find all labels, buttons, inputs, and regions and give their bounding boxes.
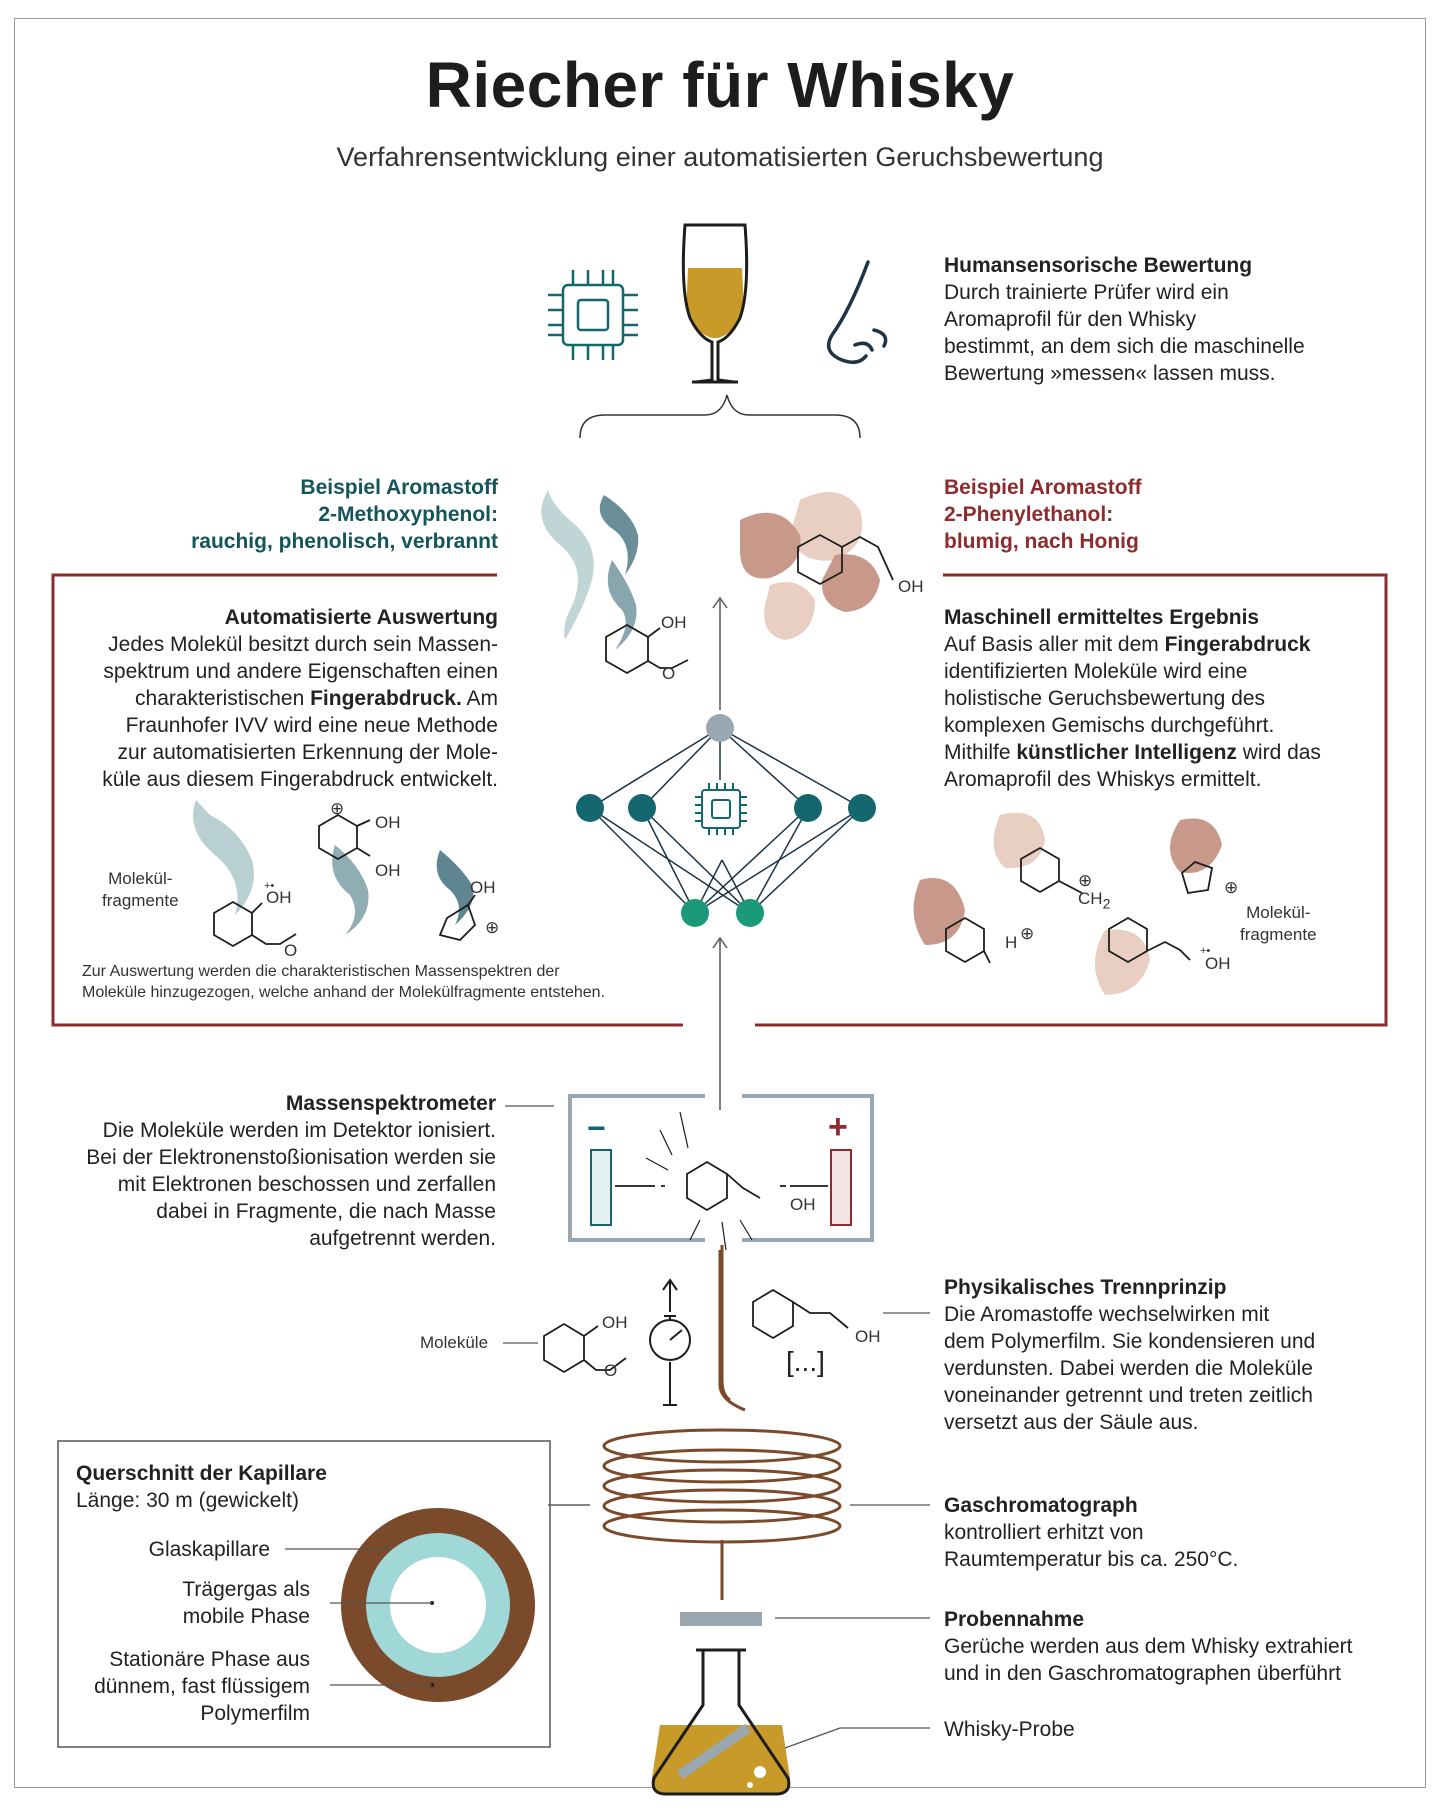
- page-title: Riecher für Whisky: [425, 49, 1015, 121]
- auto-evaluation-heading: Automatisierte Auswertung: [224, 606, 498, 629]
- text-span: wird das: [1236, 741, 1321, 764]
- text-line: mobile Phase: [182, 1605, 310, 1628]
- flower-icon: [740, 492, 880, 640]
- text-span: Auf Basis aller mit dem: [944, 633, 1165, 656]
- text-bold: künstlicher Intelligenz: [1016, 741, 1237, 764]
- text-line: Aromaprofil des Whiskys ermittelt.: [944, 768, 1262, 791]
- chem-label-oh: OH: [375, 813, 401, 832]
- ms-electrode-positive: [831, 1150, 851, 1225]
- text-line: [944, 739, 1374, 766]
- chem-label-oh: OH: [375, 861, 401, 880]
- fragment-blobs: [914, 813, 1222, 995]
- text-span: charakteristischen: [135, 687, 311, 710]
- capillary-gas-label: [90, 1576, 310, 1630]
- sample-injector: [680, 1612, 762, 1626]
- network-node-input: [628, 794, 656, 822]
- text-line: Raumtemperatur bis ca. 250°C.: [944, 1548, 1239, 1571]
- aroma-example-right: [944, 474, 1364, 555]
- text-line: versetzt aus der Säule aus.: [944, 1411, 1199, 1434]
- capillary-stationary-label: [70, 1646, 310, 1727]
- text-span: CH: [1078, 889, 1103, 908]
- chem-label-h: H: [1005, 933, 1018, 952]
- chem-label-plus: ⊕: [485, 918, 500, 937]
- text-line: komplexen Gemischs durchgeführt.: [944, 714, 1275, 737]
- text-line: identifizierten Moleküle wird eine: [944, 660, 1248, 683]
- text-line: voneinander getrennt und treten zeitlich: [944, 1384, 1313, 1407]
- capillary-heading: Querschnitt der Kapillare: [76, 1462, 327, 1485]
- text-line: rauchig, phenolisch, verbrannt: [191, 530, 498, 553]
- chem-label-ch2: [1078, 888, 1110, 915]
- result-heading: Maschinell ermitteltes Ergebnis: [944, 606, 1260, 629]
- aroma-example-left: [80, 474, 498, 555]
- sample-leader-line: [785, 1728, 840, 1748]
- chem-label-oh: OH: [470, 878, 496, 897]
- text-line: Die Aromastoffe wechselwirken mit: [944, 1303, 1270, 1326]
- network-node-top: [706, 714, 734, 742]
- text-line: bestimmt, an dem sich die maschinelle: [944, 335, 1305, 358]
- nose-icon: [829, 262, 886, 362]
- chem-label-oh: OH: [855, 1327, 881, 1346]
- text-line: kontrolliert erhitzt von: [944, 1521, 1144, 1544]
- text-line: Trägergas als: [182, 1578, 310, 1601]
- smoke-icon: [541, 490, 594, 640]
- capillary-cross-section: [341, 1508, 535, 1702]
- text-line: dünnem, fast flüssigem: [94, 1675, 310, 1698]
- text-line: Bewertung »messen« lassen muss.: [944, 362, 1276, 385]
- chem-label-o: O: [662, 664, 676, 683]
- result-block: [944, 604, 1374, 793]
- gc-block: [944, 1492, 1374, 1573]
- ms-minus-sign: −: [587, 1110, 606, 1146]
- flow-arrows: [713, 598, 727, 1110]
- chem-label-radical: +•: [264, 880, 275, 892]
- text-line: Beispiel Aromastoff: [300, 476, 498, 499]
- ms-electrode-negative: [591, 1150, 611, 1225]
- page-subtitle: Verfahrensentwicklung einer automatisierten Geruchsbewertung: [336, 142, 1104, 172]
- fragment-note: [82, 961, 682, 1003]
- text-line: fragmente: [102, 891, 179, 910]
- chem-label-plus: ⊕: [1224, 878, 1239, 897]
- text-bold: Fingerabdruck.: [310, 687, 462, 710]
- text-line: zur automatisierten Erkennung der Mole-: [117, 741, 498, 764]
- coil-icon: [604, 1430, 840, 1542]
- text-line: Zur Auswertung werden die charakteristischen Massenspektren der: [82, 963, 560, 980]
- text-line: [70, 685, 498, 712]
- network-node-input: [848, 794, 876, 822]
- chem-label-oh: OH: [898, 577, 924, 596]
- text-line: Aromaprofil für den Whisky: [944, 308, 1197, 331]
- chem-label-oh: OH: [602, 1313, 628, 1332]
- text-line: dabei in Fragmente, die nach Masse: [156, 1200, 496, 1223]
- text-line: mit Elektronen beschossen und zerfallen: [117, 1173, 496, 1196]
- text-line: blumig, nach Honig: [944, 530, 1139, 553]
- text-span: Mithilfe: [944, 741, 1017, 764]
- fragment-label-left: [102, 868, 179, 912]
- separation-heading: Physikalisches Trennprinzip: [944, 1276, 1227, 1299]
- sampling-block: [944, 1606, 1394, 1687]
- chem-label-o: O: [284, 941, 298, 960]
- network-node-output: [681, 899, 709, 927]
- fragment-label-right: [1240, 902, 1317, 946]
- capillary-glass-label: Glaskapillare: [148, 1538, 270, 1561]
- text-line: Jedes Molekül besitzt durch sein Massen-: [108, 633, 498, 656]
- text-sub: 2: [1102, 896, 1111, 913]
- network-node-input: [794, 794, 822, 822]
- mass-spectrometer: [570, 1096, 872, 1240]
- text-line: küle aus diesem Fingerabdruck entwickelt.: [102, 768, 498, 791]
- network-node-output: [736, 899, 764, 927]
- chip-icon: [548, 270, 638, 360]
- ms-molecule: [615, 1112, 828, 1250]
- text-line: fragmente: [1240, 925, 1317, 944]
- text-line: Bei der Elektronenstoßionisation werden sie: [86, 1146, 496, 1169]
- whisky-sample-label: Whisky-Probe: [944, 1718, 1075, 1741]
- text-line: holistische Geruchsbewertung des: [944, 687, 1266, 710]
- chem-label-plus: ⊕: [330, 799, 345, 818]
- whisky-glass-icon: [683, 225, 746, 382]
- auto-evaluation-block: [70, 604, 498, 793]
- text-line: Moleküle hinzugezogen, welche anhand der Molekülfragmente entstehen.: [82, 984, 606, 1001]
- chem-label-plus: ⊕: [1078, 871, 1093, 890]
- molecules-label: Moleküle: [420, 1333, 489, 1352]
- text-line: Polymerfilm: [200, 1702, 310, 1725]
- human-sensory-block: [944, 252, 1394, 387]
- capillary-heading-block: [76, 1460, 376, 1514]
- text-line: Fraunhofer IVV wird eine neue Methode: [125, 714, 498, 737]
- chem-label-oh: OH: [1205, 954, 1231, 973]
- text-span: Am: [461, 687, 498, 710]
- mass-spectrometer-block: [40, 1090, 496, 1252]
- ms-plus-sign: +: [828, 1108, 848, 1146]
- text-line: Beispiel Aromastoff: [944, 476, 1142, 499]
- human-sensory-heading: Humansensorische Bewertung: [944, 254, 1253, 277]
- more-molecules-ellipsis: [...]: [786, 1346, 825, 1377]
- text-line: Die Moleküle werden im Detektor ionisiert.: [102, 1119, 496, 1142]
- text-line: [944, 631, 1374, 658]
- sampling-heading: Probennahme: [944, 1608, 1085, 1631]
- text-line: Durch trainierte Prüfer wird ein: [944, 281, 1229, 304]
- capillary-length: Länge: 30 m (gewickelt): [76, 1489, 299, 1512]
- chem-label-radical: +•: [1200, 945, 1211, 957]
- chip-icon: [695, 783, 747, 835]
- separation-block: [944, 1274, 1394, 1436]
- chem-label-oh: OH: [661, 613, 687, 632]
- text-line: aufgetrennt werden.: [309, 1227, 496, 1250]
- stopwatch-icon: [650, 1280, 690, 1405]
- flask-icon: [652, 1650, 790, 1794]
- fragment-smoke: [193, 800, 254, 915]
- text-line: spektrum und andere Eigenschaften einen: [103, 660, 498, 683]
- network-node-input: [576, 794, 604, 822]
- text-line: verdunsten. Dabei werden die Moleküle: [944, 1357, 1313, 1380]
- grouping-brace: [580, 395, 860, 438]
- text-line: 2-Phenylethanol:: [944, 503, 1114, 526]
- chem-label-oh: OH: [266, 888, 292, 907]
- text-line: Gerüche werden aus dem Whisky extrahiert: [944, 1635, 1353, 1658]
- molecule-phenylethanol-small: [753, 1290, 848, 1338]
- chem-label-oh: OH: [790, 1195, 816, 1214]
- text-line: Molekül-: [1246, 903, 1311, 922]
- chem-label-plus: ⊕: [1020, 924, 1035, 943]
- chem-label-o: O: [604, 1361, 618, 1380]
- text-line: Stationäre Phase aus: [109, 1648, 310, 1671]
- text-line: 2-Methoxyphenol:: [318, 503, 498, 526]
- gc-heading: Gaschromatograph: [944, 1494, 1138, 1517]
- text-line: dem Polymerfilm. Sie kondensieren und: [944, 1330, 1316, 1353]
- smoke-icon: [600, 495, 638, 650]
- text-line: und in den Gaschromatographen überführt: [944, 1662, 1341, 1685]
- mass-spectrometer-heading: Massenspektrometer: [285, 1092, 496, 1115]
- text-bold: Fingerabdruck: [1164, 633, 1311, 656]
- text-line: Molekül-: [108, 869, 173, 888]
